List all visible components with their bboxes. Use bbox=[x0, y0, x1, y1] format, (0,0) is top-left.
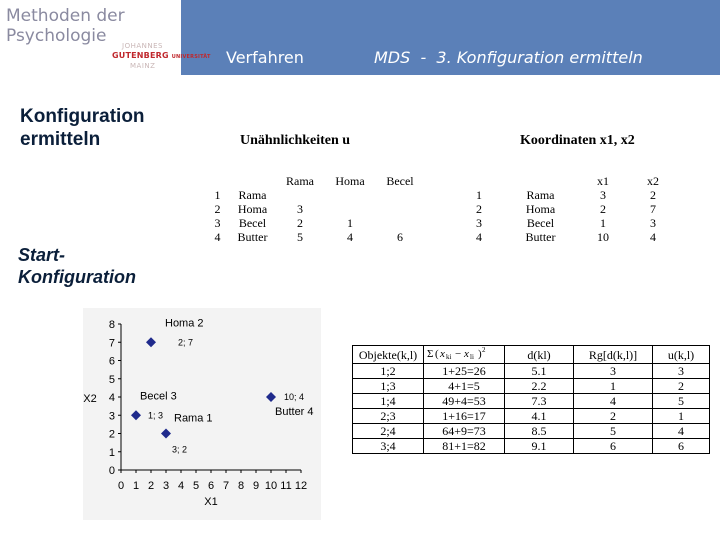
coordinates-title: Koordinaten x1, x2 bbox=[520, 133, 635, 148]
row-number: 1 bbox=[476, 188, 482, 202]
distance-table bbox=[352, 345, 710, 454]
data-point bbox=[131, 410, 141, 420]
distance-col-header: Rg[d(k,l)] bbox=[574, 346, 653, 364]
table-row bbox=[353, 394, 710, 409]
start-title-line-1: Start- bbox=[18, 245, 66, 265]
table-cell: 6 bbox=[397, 230, 403, 244]
row-number: 1 bbox=[214, 188, 221, 202]
table-cell: 5 bbox=[653, 394, 710, 409]
table-cell: 4 bbox=[347, 230, 353, 244]
y-axis-label: X2 bbox=[83, 393, 97, 405]
point-name-label: Butter 4 bbox=[275, 406, 314, 418]
table-row bbox=[353, 424, 710, 439]
table-cell: 3 bbox=[574, 364, 653, 379]
table-cell: 6 bbox=[574, 439, 653, 454]
x-axis-label: X1 bbox=[204, 496, 218, 508]
data-point bbox=[146, 337, 156, 347]
row-number: 4 bbox=[214, 230, 221, 244]
distance-col-header: d(kl) bbox=[505, 346, 574, 364]
chart-points bbox=[131, 317, 314, 454]
distance-col-header: u(k,l) bbox=[653, 346, 710, 364]
point-name-label: Becel 3 bbox=[140, 390, 177, 403]
svg-text:x: x bbox=[440, 348, 445, 360]
table-cell: 81+1=82 bbox=[424, 439, 505, 454]
table-cell: 1+16=17 bbox=[424, 409, 505, 424]
table-cell: 9.1 bbox=[505, 439, 574, 454]
x-tick-label: 0 bbox=[117, 480, 125, 492]
section-title-line-1: Konfiguration bbox=[20, 106, 145, 127]
table-cell: 8.5 bbox=[505, 424, 574, 439]
svg-text:−: − bbox=[455, 348, 462, 360]
x-tick-label: 1 bbox=[132, 480, 140, 492]
table-cell: 2 bbox=[650, 188, 656, 202]
coordinates-col-header: x1 bbox=[597, 174, 609, 188]
y-tick-label: 4 bbox=[108, 392, 115, 404]
university-top: JOHANNES bbox=[122, 42, 163, 50]
table-cell: 1 bbox=[347, 216, 353, 230]
dissimilarity-col-header: Homa bbox=[335, 174, 365, 188]
table-cell: 64+9=73 bbox=[424, 424, 505, 439]
table-cell: 49+4=53 bbox=[424, 394, 505, 409]
x-tick-label: 6 bbox=[207, 480, 215, 492]
distance-col-header-squared bbox=[424, 346, 505, 364]
x-tick-label: 8 bbox=[237, 480, 245, 492]
table-cell: 3 bbox=[650, 216, 656, 230]
y-tick-label: 7 bbox=[108, 337, 115, 350]
university-bottom: MAINZ bbox=[130, 62, 156, 70]
table-cell: 2 bbox=[297, 216, 303, 230]
y-tick-label: 2 bbox=[108, 428, 115, 441]
table-cell: 5 bbox=[297, 230, 303, 244]
table-cell: 1;4 bbox=[353, 394, 424, 409]
table-cell: 2 bbox=[574, 409, 653, 424]
x-tick-label: 9 bbox=[252, 480, 260, 492]
topic-label: Verfahren bbox=[226, 48, 304, 67]
x-tick-label: 2 bbox=[147, 480, 155, 492]
table-cell: 10 bbox=[597, 230, 609, 244]
table-cell: 2 bbox=[600, 202, 606, 216]
row-name: Becel bbox=[526, 216, 555, 230]
table-cell: 2 bbox=[653, 379, 710, 394]
svg-text:ki: ki bbox=[446, 353, 452, 360]
row-name: Butter bbox=[525, 230, 556, 244]
table-cell: 4+1=5 bbox=[424, 379, 505, 394]
slide-title: MDS - 3. Konfiguration ermitteln bbox=[374, 48, 643, 67]
point-coordinate-label: 1; 3 bbox=[148, 410, 164, 421]
y-tick-label: 8 bbox=[108, 319, 115, 331]
y-tick-label: 0 bbox=[108, 465, 115, 477]
row-name: Homa bbox=[237, 202, 268, 216]
university-suffix: UNIVERSITÄT bbox=[171, 54, 211, 60]
row-name: Rama bbox=[526, 188, 555, 202]
data-point bbox=[161, 429, 171, 439]
point-coordinate-label: 10; 4 bbox=[284, 392, 305, 402]
point-name-label: Rama 1 bbox=[174, 412, 213, 425]
table-row bbox=[353, 439, 710, 454]
table-cell: 1;3 bbox=[353, 379, 424, 394]
x-tick-label: 12 bbox=[294, 480, 308, 492]
table-row bbox=[353, 364, 710, 379]
row-number: 3 bbox=[214, 216, 221, 230]
section-title-line-2: ermitteln bbox=[20, 129, 101, 150]
x-tick-label: 10 bbox=[264, 480, 278, 492]
table-cell: 2;3 bbox=[353, 409, 424, 424]
table-row bbox=[353, 379, 710, 394]
table-cell: 4.1 bbox=[505, 409, 574, 424]
table-cell: 1+25=26 bbox=[424, 364, 505, 379]
x-tick-label: 7 bbox=[222, 480, 230, 492]
row-name: Butter bbox=[237, 230, 268, 244]
table-cell: 3 bbox=[653, 364, 710, 379]
university-name: GUTENBERG bbox=[112, 51, 169, 60]
svg-text:): ) bbox=[478, 348, 482, 360]
svg-text:x: x bbox=[464, 348, 469, 360]
x-tick-label: 4 bbox=[177, 480, 185, 492]
dissimilarity-col-header: Becel bbox=[386, 174, 414, 188]
table-cell: 4 bbox=[653, 424, 710, 439]
row-name: Homa bbox=[525, 202, 556, 216]
table-cell: 7 bbox=[650, 202, 656, 216]
y-tick-label: 1 bbox=[108, 446, 115, 459]
x-tick-label: 3 bbox=[162, 480, 170, 492]
row-number: 2 bbox=[476, 202, 482, 216]
row-name: Becel bbox=[238, 216, 267, 230]
table-cell: 1 bbox=[600, 216, 606, 230]
point-coordinate-label: 3; 2 bbox=[172, 444, 188, 455]
x-tick-label: 11 bbox=[280, 480, 292, 492]
table-cell: 3 bbox=[600, 188, 606, 202]
svg-text:Σ: Σ bbox=[427, 348, 434, 360]
start-title-line-2: Konfiguration bbox=[18, 267, 136, 287]
y-tick-label: 6 bbox=[108, 355, 115, 368]
point-name-label: Homa 2 bbox=[165, 317, 204, 330]
table-cell: 2;4 bbox=[353, 424, 424, 439]
table-cell: 1 bbox=[653, 409, 710, 424]
row-number: 2 bbox=[214, 202, 221, 216]
brand-line-2: Psychologie bbox=[6, 26, 107, 46]
table-row bbox=[353, 409, 710, 424]
y-tick-label: 3 bbox=[108, 410, 115, 423]
svg-text:2: 2 bbox=[482, 346, 486, 354]
squared-diff-formula-icon bbox=[425, 346, 503, 360]
distance-header-row bbox=[353, 346, 710, 364]
table-cell: 2.2 bbox=[505, 379, 574, 394]
svg-text:li: li bbox=[470, 353, 474, 360]
table-cell: 3;4 bbox=[353, 439, 424, 454]
table-cell: 1;2 bbox=[353, 364, 424, 379]
dissimilarity-title: Unähnlichkeiten u bbox=[240, 133, 351, 148]
table-cell: 6 bbox=[653, 439, 710, 454]
table-cell: 3 bbox=[297, 202, 303, 216]
table-cell: 1 bbox=[574, 379, 653, 394]
distance-col-header: Objekte(k,l) bbox=[353, 346, 424, 364]
svg-text:(: ( bbox=[435, 348, 439, 360]
row-number: 3 bbox=[476, 216, 482, 230]
row-number: 4 bbox=[476, 230, 482, 244]
brand-line-1: Methoden der bbox=[6, 6, 125, 26]
table-cell: 4 bbox=[650, 230, 656, 244]
point-coordinate-label: 2; 7 bbox=[178, 337, 194, 348]
table-cell: 7.3 bbox=[505, 394, 574, 409]
data-point bbox=[266, 392, 276, 402]
table-cell: 4 bbox=[574, 394, 653, 409]
table-cell: 5 bbox=[574, 424, 653, 439]
row-name: Rama bbox=[238, 188, 267, 202]
x-tick-label: 5 bbox=[192, 480, 200, 492]
y-tick-label: 5 bbox=[108, 373, 115, 386]
table-cell: 5.1 bbox=[505, 364, 574, 379]
dissimilarity-col-header: Rama bbox=[286, 174, 314, 188]
coordinates-col-header: x2 bbox=[647, 174, 659, 188]
